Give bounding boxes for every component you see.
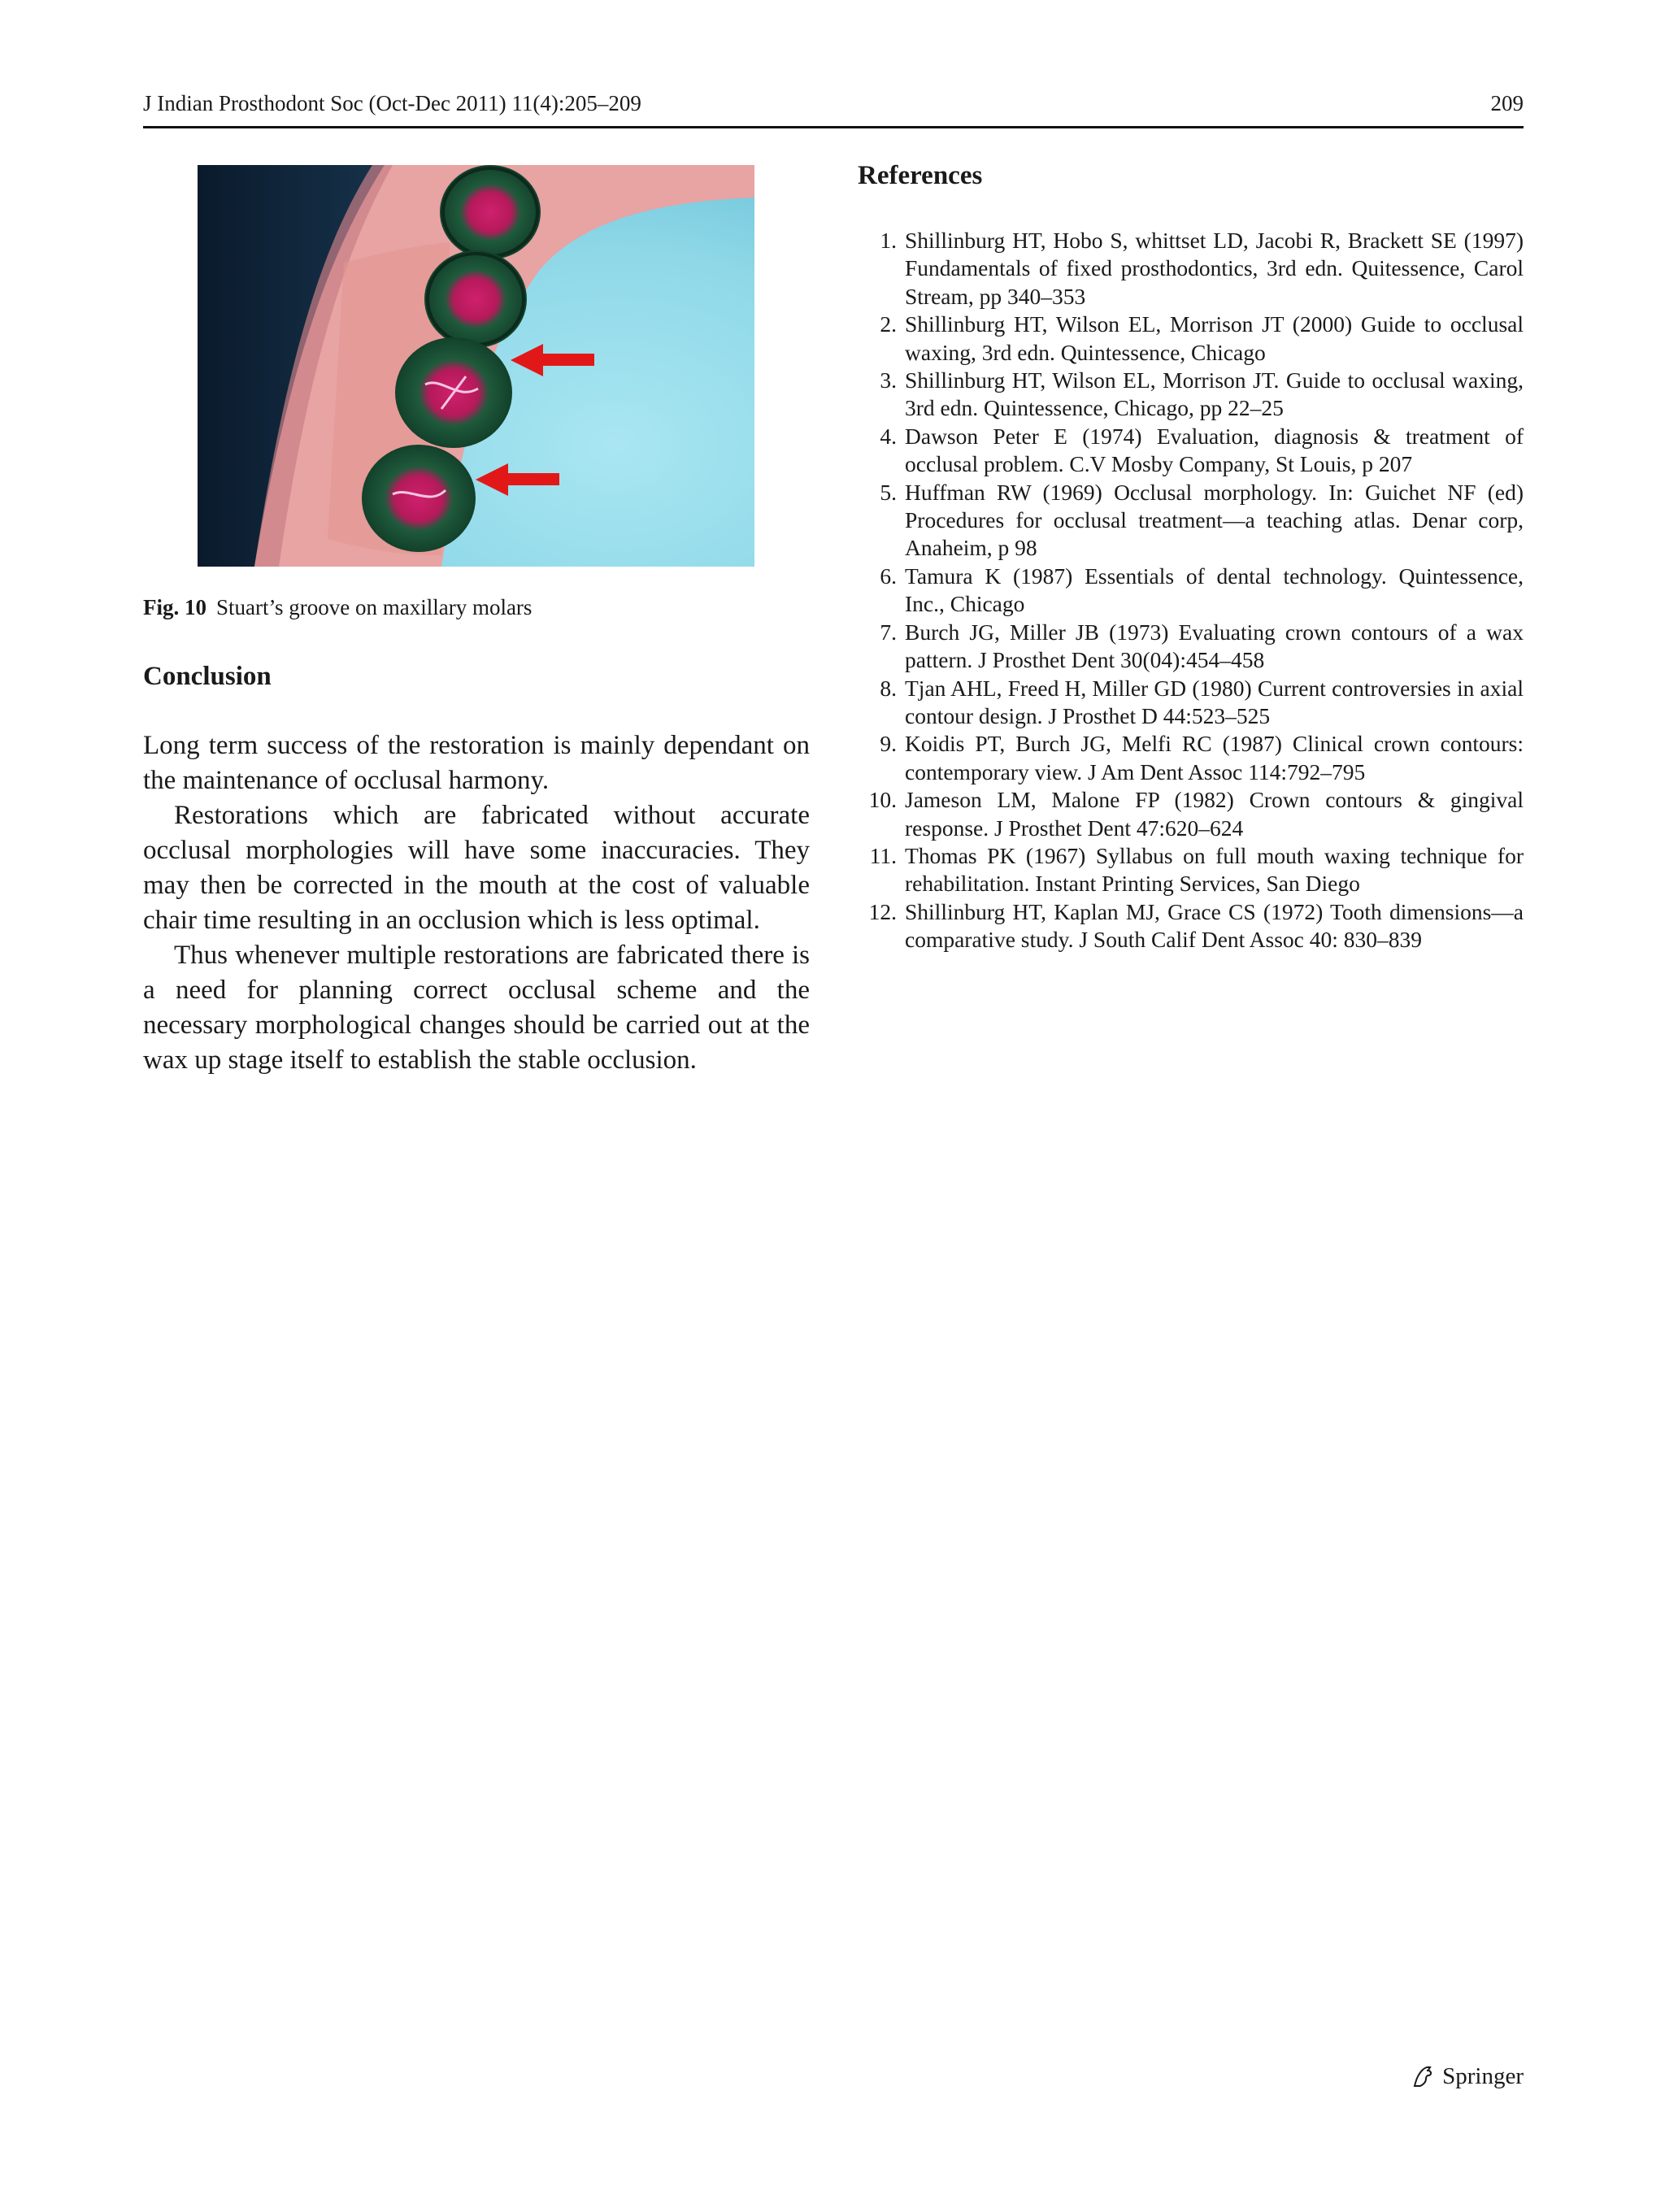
references-heading: References bbox=[858, 161, 983, 190]
reference-number: 11. bbox=[869, 842, 897, 868]
reference-list bbox=[858, 227, 1524, 954]
reference-item bbox=[858, 311, 1524, 367]
reference-number: 8. bbox=[880, 675, 897, 701]
conclusion-heading: Conclusion bbox=[143, 662, 272, 691]
reference-item bbox=[858, 898, 1524, 954]
crown-4 bbox=[362, 445, 476, 552]
header-rule bbox=[143, 126, 1524, 128]
reference-number: 4. bbox=[880, 423, 897, 449]
crown-2 bbox=[424, 250, 527, 348]
reference-text: Dawson Peter E (1974) Evaluation, diagnosis & treatment of occlusal problem. C.V Mosby Company, St Louis, p 207 bbox=[905, 423, 1524, 477]
reference-number: 7. bbox=[880, 619, 897, 645]
reference-number: 6. bbox=[880, 563, 897, 589]
reference-item bbox=[858, 479, 1524, 563]
reference-number: 9. bbox=[880, 731, 897, 757]
publisher-logo bbox=[1408, 2062, 1524, 2091]
reference-item bbox=[858, 227, 1524, 311]
publisher-name: Springer bbox=[1442, 2063, 1524, 2089]
reference-item bbox=[858, 423, 1524, 479]
reference-item bbox=[858, 786, 1524, 842]
reference-item bbox=[858, 563, 1524, 619]
crown-3 bbox=[395, 337, 512, 448]
reference-item bbox=[858, 730, 1524, 786]
figure-caption-text: Stuart’s groove on maxillary molars bbox=[216, 595, 533, 619]
reference-text: Shillinburg HT, Hobo S, whittset LD, Jacobi R, Brackett SE (1997) Fundamentals of fixed prosthodontics, 3rd edn. Quitessence, Carol Stream, pp 340–353 bbox=[905, 228, 1524, 309]
reference-item bbox=[858, 842, 1524, 898]
reference-number: 12. bbox=[868, 898, 897, 924]
reference-text: Jameson LM, Malone FP (1982) Crown contours & gingival response. J Prosthet Dent 47:620–624 bbox=[905, 787, 1524, 841]
reference-number: 3. bbox=[880, 367, 897, 393]
figure-photo bbox=[198, 165, 754, 567]
reference-text: Huffman RW (1969) Occlusal morphology. In: Guichet NF (ed) Procedures for occlusal treatment—a teaching atlas. Denar corp, Anaheim, p 98 bbox=[905, 479, 1524, 561]
reference-item bbox=[858, 675, 1524, 731]
paragraph: Long term success of the restoration is mainly dependant on the maintenance of occlusal harmony. bbox=[143, 731, 810, 795]
reference-text: Tjan AHL, Freed H, Miller GD (1980) Current controversies in axial contour design. J Prosthet D 44:523–525 bbox=[905, 675, 1524, 728]
journal-citation: J Indian Prosthodont Soc (Oct-Dec 2011) 11(4):205–209 bbox=[143, 91, 641, 115]
springer-horse-icon bbox=[1408, 2062, 1437, 2091]
crown-1 bbox=[440, 165, 541, 259]
paragraph: Restorations which are fabricated without accurate occlusal morphologies will have some inaccuracies. They may then be corrected in the mouth at the cost of valuable chair time resulting in an occlusion which is less optimal. bbox=[143, 801, 810, 935]
reference-text: Burch JG, Miller JB (1973) Evaluating crown contours of a wax pattern. J Prosthet Dent 30(04):454–458 bbox=[905, 619, 1524, 673]
figure-caption bbox=[143, 593, 810, 621]
reference-text: Thomas PK (1967) Syllabus on full mouth waxing technique for rehabilitation. Instant Printing Services, San Diego bbox=[905, 842, 1524, 897]
reference-text: Shillinburg HT, Wilson EL, Morrison JT (2000) Guide to occlusal waxing, 3rd edn. Quintessence, Chicago bbox=[905, 311, 1524, 365]
reference-item bbox=[858, 619, 1524, 675]
figure-label: Fig. 10 bbox=[143, 595, 206, 619]
page-number: 209 bbox=[1490, 91, 1524, 115]
reference-text: Tamura K (1987) Essentials of dental technology. Quintessence, Inc., Chicago bbox=[905, 563, 1524, 617]
reference-number: 2. bbox=[880, 311, 897, 337]
reference-number: 5. bbox=[880, 479, 897, 505]
paragraph: Thus whenever multiple restorations are fabricated there is a need for planning correct occlusal scheme and the necessary morphological changes should be carried out at the wax up stage itself to establish the stable occlusion. bbox=[143, 941, 810, 1075]
conclusion-body bbox=[143, 728, 810, 1078]
reference-item bbox=[858, 367, 1524, 423]
reference-text: Shillinburg HT, Wilson EL, Morrison JT. Guide to occlusal waxing, 3rd edn. Quintessence, Chicago, pp 22–25 bbox=[905, 367, 1524, 421]
reference-text: Shillinburg HT, Kaplan MJ, Grace CS (1972) Tooth dimensions—a comparative study. J South Calif Dent Assoc 40: 830–839 bbox=[905, 898, 1524, 953]
reference-number: 10. bbox=[868, 787, 897, 813]
reference-text: Koidis PT, Burch JG, Melfi RC (1987) Clinical crown contours: contemporary view. J Am Dent Assoc 114:792–795 bbox=[905, 731, 1524, 784]
reference-number: 1. bbox=[880, 228, 897, 253]
running-header bbox=[143, 89, 1524, 117]
